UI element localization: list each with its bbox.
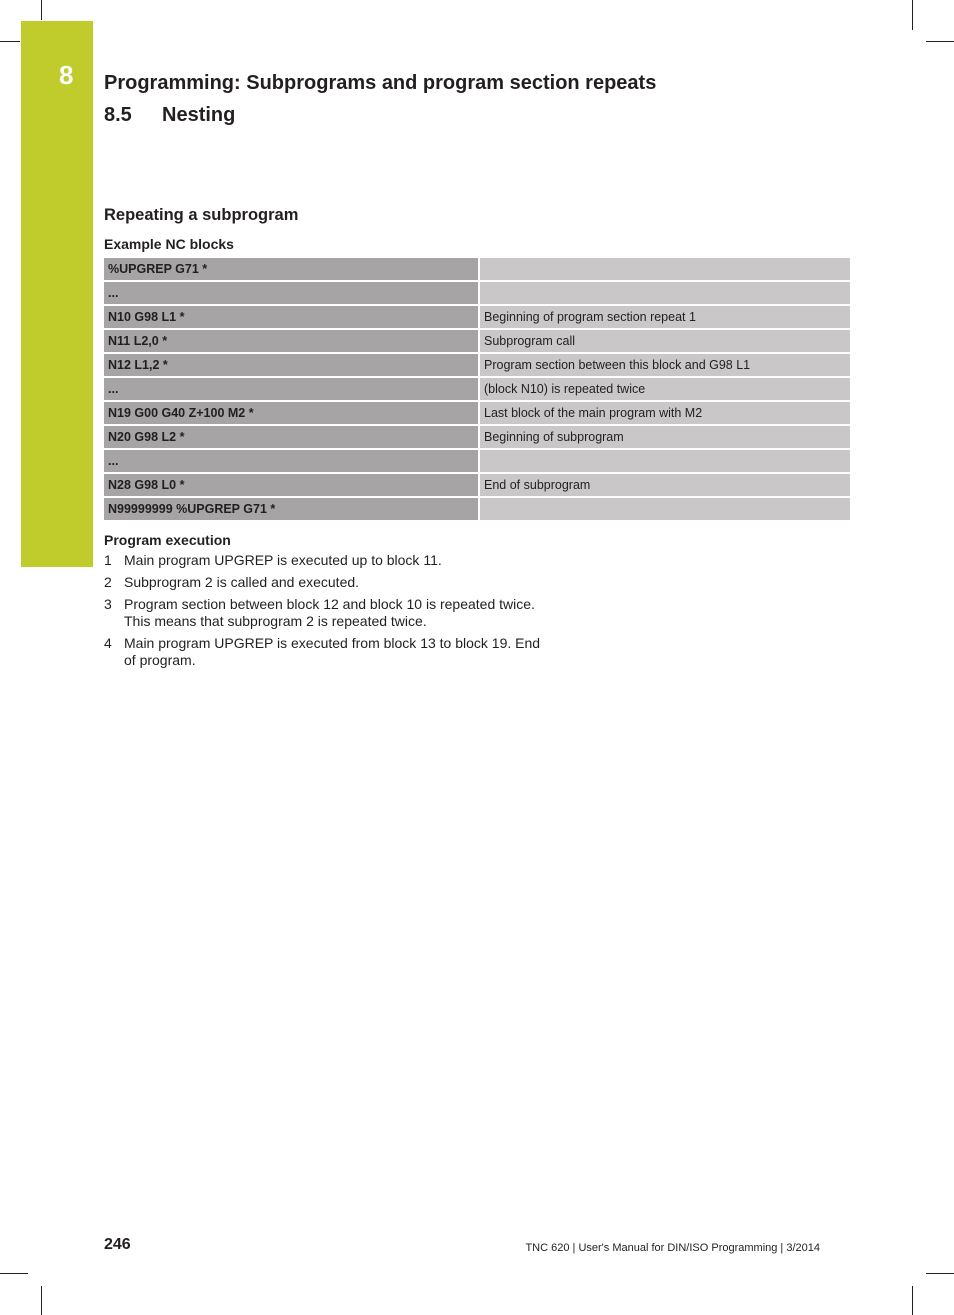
list-item bbox=[104, 635, 544, 669]
execution-steps-list bbox=[104, 552, 544, 674]
nc-code-cell: ... bbox=[104, 282, 480, 306]
nc-code-cell: N99999999 %UPGREP G71 * bbox=[104, 498, 480, 522]
nc-code-cell: N28 G98 L0 * bbox=[104, 474, 480, 498]
crop-mark bbox=[0, 1273, 28, 1274]
example-label: Example NC blocks bbox=[104, 236, 234, 252]
crop-mark bbox=[41, 1286, 42, 1315]
table-row bbox=[104, 354, 850, 378]
step-number: 1 bbox=[104, 552, 112, 568]
step-number: 2 bbox=[104, 574, 112, 590]
section-title: Nesting bbox=[162, 104, 236, 126]
step-text: Main program UPGREP is executed up to block 11. bbox=[124, 552, 442, 568]
crop-mark bbox=[912, 1286, 913, 1315]
table-row bbox=[104, 306, 850, 330]
nc-code-cell: ... bbox=[104, 378, 480, 402]
execution-label: Program execution bbox=[104, 532, 231, 548]
nc-code-cell: %UPGREP G71 * bbox=[104, 258, 480, 282]
chapter-sidebar bbox=[21, 21, 93, 567]
nc-code-cell: N11 L2,0 * bbox=[104, 330, 480, 354]
content-heading: Repeating a subprogram bbox=[104, 206, 299, 224]
crop-mark bbox=[926, 41, 954, 42]
section-heading bbox=[104, 104, 235, 127]
nc-comment-cell: (block N10) is repeated twice bbox=[480, 378, 850, 402]
table-row bbox=[104, 402, 850, 426]
crop-mark bbox=[41, 0, 42, 20]
step-text: Subprogram 2 is called and executed. bbox=[124, 574, 360, 590]
nc-comment-cell bbox=[480, 282, 850, 306]
table-row bbox=[104, 426, 850, 450]
table-row bbox=[104, 474, 850, 498]
nc-comment-cell: Beginning of subprogram bbox=[480, 426, 850, 450]
list-item bbox=[104, 552, 544, 569]
table-row bbox=[104, 282, 850, 306]
nc-comment-cell bbox=[480, 258, 850, 282]
nc-comment-cell: Last block of the main program with M2 bbox=[480, 402, 850, 426]
nc-code-cell: N12 L1,2 * bbox=[104, 354, 480, 378]
step-number: 3 bbox=[104, 596, 112, 612]
list-item bbox=[104, 596, 544, 630]
nc-code-cell: N10 G98 L1 * bbox=[104, 306, 480, 330]
page-number: 246 bbox=[104, 1236, 131, 1253]
section-number: 8.5 bbox=[104, 104, 132, 126]
nc-comment-cell: Program section between this block and G98 L1 bbox=[480, 354, 850, 378]
step-text: Main program UPGREP is executed from block 13 to block 19. End of program. bbox=[124, 635, 541, 668]
nc-comment-cell bbox=[480, 450, 850, 474]
table-row bbox=[104, 258, 850, 282]
nc-comment-cell: End of subprogram bbox=[480, 474, 850, 498]
step-number: 4 bbox=[104, 635, 112, 651]
table-row bbox=[104, 450, 850, 474]
nc-comment-cell: Subprogram call bbox=[480, 330, 850, 354]
crop-mark bbox=[0, 41, 20, 42]
table-row bbox=[104, 378, 850, 402]
nc-comment-cell bbox=[480, 498, 850, 522]
nc-code-cell: N19 G00 G40 Z+100 M2 * bbox=[104, 402, 480, 426]
list-item bbox=[104, 574, 544, 591]
nc-blocks-table bbox=[104, 258, 850, 522]
crop-mark bbox=[926, 1273, 954, 1274]
table-row bbox=[104, 498, 850, 522]
table-row bbox=[104, 330, 850, 354]
chapter-number: 8 bbox=[59, 60, 74, 90]
chapter-title: Programming: Subprograms and program section repeats bbox=[104, 72, 657, 94]
nc-code-cell: N20 G98 L2 * bbox=[104, 426, 480, 450]
crop-mark bbox=[912, 0, 913, 30]
footer-manual-title: TNC 620 | User's Manual for DIN/ISO Programming | 3/2014 bbox=[525, 1242, 820, 1254]
step-text: Program section between block 12 and block 10 is repeated twice. This means that subprogram 2 is repeated twice. bbox=[124, 596, 535, 629]
nc-code-cell: ... bbox=[104, 450, 480, 474]
nc-comment-cell: Beginning of program section repeat 1 bbox=[480, 306, 850, 330]
